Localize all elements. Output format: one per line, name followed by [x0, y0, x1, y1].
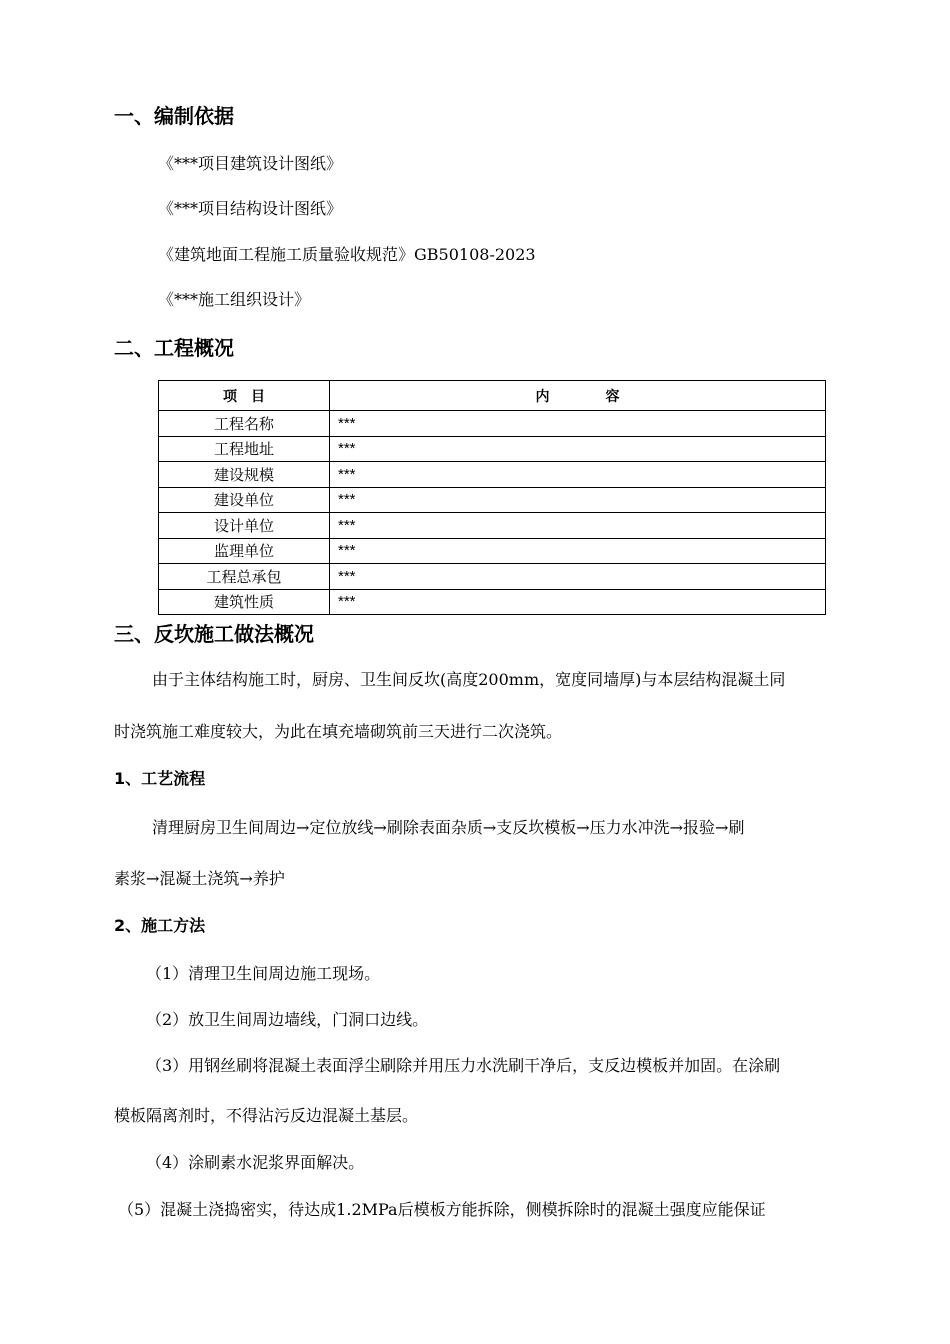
process-flow-line: 素浆→混凝土浇筑→养护	[114, 869, 285, 888]
section-3-heading: 三、反坎施工做法概况	[114, 622, 314, 646]
table-cell-key: 建设单位	[159, 487, 330, 513]
table-cell-key: 工程地址	[159, 436, 330, 462]
table-cell-value: ***	[330, 487, 826, 513]
table-cell-key: 建筑性质	[159, 589, 330, 615]
subsection-heading: 2、施工方法	[114, 916, 206, 935]
process-flow-line: 清理厨房卫生间周边→定位放线→刷除表面杂质→支反坎模板→压力水冲洗→报验→刷	[152, 818, 745, 837]
table-cell-key: 设计单位	[159, 513, 330, 539]
table-row	[159, 564, 826, 590]
table-header-row	[159, 381, 826, 411]
table-row	[159, 513, 826, 539]
table-cell-key: 工程名称	[159, 411, 330, 437]
method-step: （5）混凝土浇捣密实，待达成1.2MPa后模板方能拆除，侧模拆除时的混凝土强度应能保证	[118, 1200, 766, 1219]
project-overview-table	[158, 380, 826, 615]
table-cell-key: 建设规模	[159, 462, 330, 488]
table-row	[159, 411, 826, 437]
table-row	[159, 436, 826, 462]
method-step: （1）清理卫生间周边施工现场。	[146, 964, 381, 983]
method-step: 模板隔离剂时，不得沾污反边混凝土基层。	[114, 1106, 419, 1125]
table-cell-value: ***	[330, 513, 826, 539]
section-1-heading: 一、编制依据	[114, 104, 234, 128]
subsection-heading: 1、工艺流程	[114, 769, 206, 788]
table-cell-value: ***	[330, 462, 826, 488]
reference-item: 《建筑地面工程施工质量验收规范》GB50108-2023	[158, 245, 536, 264]
table-row	[159, 487, 826, 513]
table-header-item: 项 目	[159, 381, 330, 411]
table-cell-value: ***	[330, 411, 826, 437]
table-row	[159, 538, 826, 564]
intro-paragraph-line: 时浇筑施工难度较大，为此在填充墙砌筑前三天进行二次浇筑。	[114, 722, 563, 741]
table-row	[159, 589, 826, 615]
table-cell-value: ***	[330, 436, 826, 462]
table-cell-value: ***	[330, 589, 826, 615]
table-header-content: 内 容	[330, 381, 826, 411]
table-row	[159, 462, 826, 488]
method-step: （2）放卫生间周边墙线，门洞口边线。	[146, 1010, 429, 1029]
table-cell-key: 工程总承包	[159, 564, 330, 590]
table-cell-value: ***	[330, 564, 826, 590]
section-2-heading: 二、工程概况	[114, 336, 234, 360]
reference-item: 《***项目建筑设计图纸》	[158, 154, 343, 173]
method-step: （4）涂刷素水泥浆界面解决。	[146, 1153, 365, 1172]
table-cell-value: ***	[330, 538, 826, 564]
intro-paragraph-line: 由于主体结构施工时，厨房、卫生间反坎(高度200mm，宽度同墙厚)与本层结构混凝土同	[152, 670, 786, 689]
table-cell-key: 监理单位	[159, 538, 330, 564]
reference-item: 《***项目结构设计图纸》	[158, 199, 343, 218]
reference-item: 《***施工组织设计》	[158, 290, 311, 309]
method-step: （3）用钢丝刷将混凝土表面浮尘刷除并用压力水洗刷干净后，支反边模板并加固。在涂刷	[146, 1056, 781, 1075]
